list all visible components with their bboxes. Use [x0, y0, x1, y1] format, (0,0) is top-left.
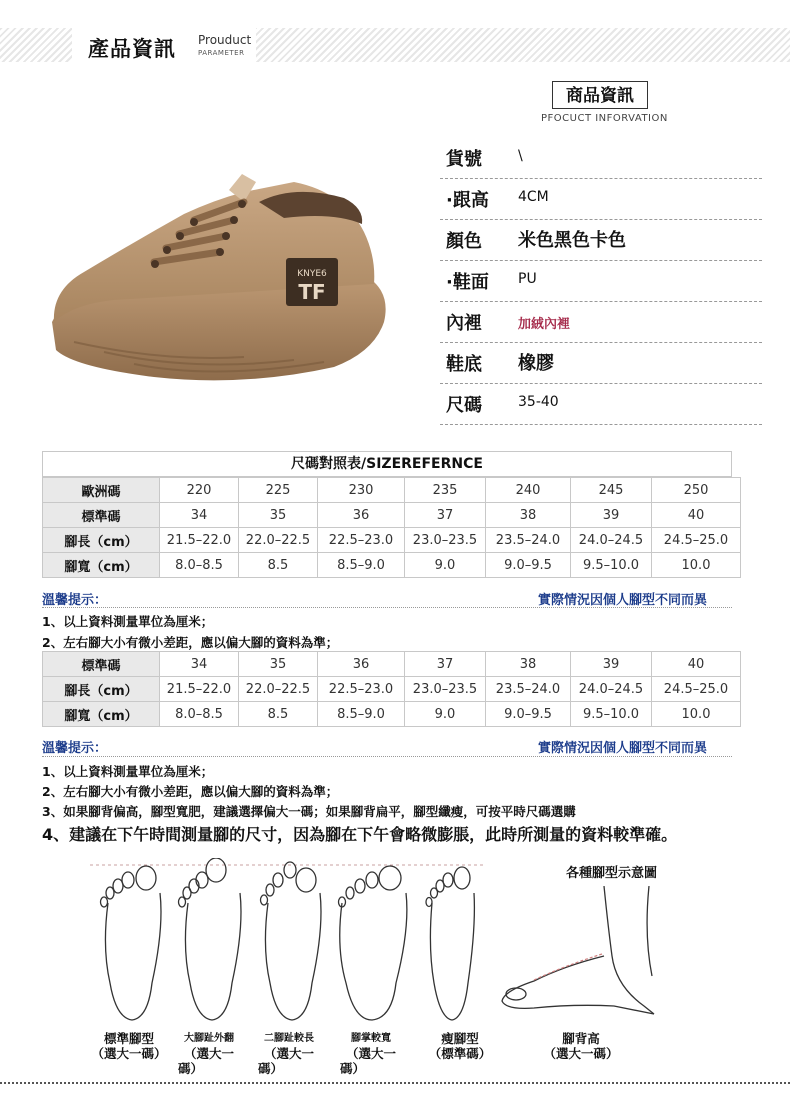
row-header: 標準碼 [43, 652, 160, 677]
tips-title: 溫馨提示： [42, 741, 108, 756]
table-cell: 10.0 [652, 553, 741, 578]
info-subtitle: PFOCUCT INFORVATION [541, 113, 668, 124]
info-title: 商品資訊 [552, 81, 648, 109]
info-label: 貨號 [446, 149, 482, 170]
tip-line: 1、以上資料測量單位為厘米； [42, 764, 214, 779]
foot-wide-icon [339, 866, 407, 1020]
table-cell: 8.5–9.0 [318, 702, 405, 727]
table-cell: 22.5–23.0 [318, 528, 405, 553]
table-cell: 38 [486, 652, 571, 677]
table-cell: 8.0–8.5 [160, 553, 239, 578]
feet-diagram-title: 各種腳型示意圖 [566, 866, 658, 881]
row-header: 歐洲碼 [43, 478, 160, 503]
info-row-heel-height [440, 178, 762, 220]
table-cell: 9.0 [405, 553, 486, 578]
info-value: 35-40 [518, 394, 559, 410]
size-table-1 [42, 477, 741, 578]
table-cell: 225 [239, 478, 318, 503]
table-cell: 250 [652, 478, 741, 503]
table-cell: 37 [405, 652, 486, 677]
size-table-caption: 尺碼對照表/SIZEREFERNCE [42, 451, 732, 477]
divider [42, 756, 732, 757]
info-row-item-number [440, 137, 762, 179]
table-cell: 245 [571, 478, 652, 503]
header-subtitle: Prouduct [198, 33, 252, 47]
table-cell: 24.0–24.5 [571, 677, 652, 702]
tip-line: 2、左右腳大小有微小差距，應以偏大腳的資料為準； [42, 635, 339, 650]
page-title: 產品資訊 [88, 37, 176, 61]
tip-line: 3、如果腳背偏高，腳型寬肥，建議選擇偏大一碼；如果腳背扁平，腳型纖瘦，可按平時尺碼選購 [42, 804, 576, 819]
info-value: 4CM [518, 189, 549, 205]
badge-logo: TF [298, 280, 326, 304]
table-row [43, 652, 741, 677]
row-header: 腳長（cm） [43, 528, 160, 553]
foot-standard-icon [101, 866, 162, 1020]
table-cell: 21.5–22.0 [160, 528, 239, 553]
table-cell: 40 [652, 503, 741, 528]
foot-label-long-second-toe: 二腳趾較長 （選大一 碼） [258, 1033, 314, 1076]
table-cell: 37 [405, 503, 486, 528]
table-cell: 240 [486, 478, 571, 503]
info-label: 鞋底 [446, 354, 482, 375]
foot-bunion-icon [179, 858, 242, 1020]
table-cell: 23.5–24.0 [486, 528, 571, 553]
table-row [43, 528, 741, 553]
info-row-size [440, 383, 762, 425]
table-cell: 8.5 [239, 702, 318, 727]
info-label: 內裡 [446, 313, 482, 334]
foot-long-second-toe-icon [261, 862, 322, 1020]
table-cell: 23.0–23.5 [405, 677, 486, 702]
table-cell: 36 [318, 652, 405, 677]
size-table-2 [42, 651, 741, 727]
info-label: ·跟高 [446, 190, 489, 211]
table-row [43, 503, 741, 528]
info-label: ·鞋面 [446, 272, 489, 293]
badge-text: KNYE6 [297, 269, 327, 279]
table-cell: 22.5–23.0 [318, 677, 405, 702]
table-cell: 34 [160, 503, 239, 528]
table-cell: 8.5–9.0 [318, 553, 405, 578]
table-row [43, 677, 741, 702]
foot-label-slim: 瘦腳型 （標準碼） [428, 1031, 492, 1061]
foot-slim-icon [426, 867, 474, 1020]
table-cell: 23.0–23.5 [405, 528, 486, 553]
feet-diagrams [90, 858, 490, 1026]
table-cell: 23.5–24.0 [486, 677, 571, 702]
table-row [43, 553, 741, 578]
bottom-divider [0, 1082, 790, 1084]
info-row-upper [440, 260, 762, 302]
table-cell: 10.0 [652, 702, 741, 727]
table-cell: 35 [239, 652, 318, 677]
tip-line: 1、以上資料測量單位為厘米； [42, 614, 214, 629]
table-cell: 38 [486, 503, 571, 528]
table-cell: 36 [318, 503, 405, 528]
table-cell: 34 [160, 652, 239, 677]
tips-note: 實際情況因個人腳型不同而異 [538, 593, 708, 608]
table-row [43, 478, 741, 503]
row-header: 標準碼 [43, 503, 160, 528]
foot-label-standard: 標準腳型 （選大一碼） [91, 1031, 167, 1061]
tip-line: 4、建議在下午時間測量腳的尺寸，因為腳在下午會略微膨脹，此時所測量的資料較準確。 [42, 825, 678, 844]
info-value: 橡膠 [518, 353, 554, 374]
table-cell: 40 [652, 652, 741, 677]
tip-line: 2、左右腳大小有微小差距，應以偏大腳的資料為準； [42, 784, 339, 799]
row-header: 腳寬（cm） [43, 702, 160, 727]
table-cell: 230 [318, 478, 405, 503]
tips-note: 實際情況因個人腳型不同而異 [538, 741, 708, 756]
foot-label-wide: 腳掌較寬 （選大一 碼） [340, 1033, 396, 1076]
table-cell: 39 [571, 503, 652, 528]
table-cell: 9.0 [405, 702, 486, 727]
table-cell: 39 [571, 652, 652, 677]
table-cell: 24.5–25.0 [652, 677, 741, 702]
table-cell: 235 [405, 478, 486, 503]
table-cell: 22.0–22.5 [239, 677, 318, 702]
table-cell: 9.0–9.5 [486, 553, 571, 578]
info-value: 加絨內裡 [518, 317, 571, 332]
table-cell: 22.0–22.5 [239, 528, 318, 553]
table-cell: 24.0–24.5 [571, 528, 652, 553]
table-cell: 8.5 [239, 553, 318, 578]
table-cell: 8.0–8.5 [160, 702, 239, 727]
info-row-lining [440, 301, 762, 343]
info-value: PU [518, 271, 537, 287]
high-instep-foot-icon [494, 886, 666, 1018]
foot-label-bunion: 大腳趾外翻 （選大一 碼） [178, 1033, 234, 1076]
header-subtitle-small: PARAMETER [198, 49, 245, 57]
shoe-image [44, 172, 390, 390]
table-cell: 24.5–25.0 [652, 528, 741, 553]
divider [42, 607, 732, 608]
foot-label-high-instep: 腳背高 （選大一碼） [543, 1031, 619, 1061]
info-label: 顏色 [446, 231, 482, 252]
table-row [43, 702, 741, 727]
info-row-color [440, 219, 762, 261]
info-row-sole [440, 342, 762, 384]
info-value: 米色黑色卡色 [518, 230, 626, 251]
table-cell: 9.5–10.0 [571, 553, 652, 578]
tips-title: 溫馨提示： [42, 593, 108, 608]
info-label: 尺碼 [446, 395, 482, 416]
table-cell: 9.0–9.5 [486, 702, 571, 727]
table-cell: 35 [239, 503, 318, 528]
table-cell: 21.5–22.0 [160, 677, 239, 702]
table-cell: 220 [160, 478, 239, 503]
row-header: 腳寬（cm） [43, 553, 160, 578]
row-header: 腳長（cm） [43, 677, 160, 702]
table-cell: 9.5–10.0 [571, 702, 652, 727]
info-value: \ [518, 148, 523, 164]
